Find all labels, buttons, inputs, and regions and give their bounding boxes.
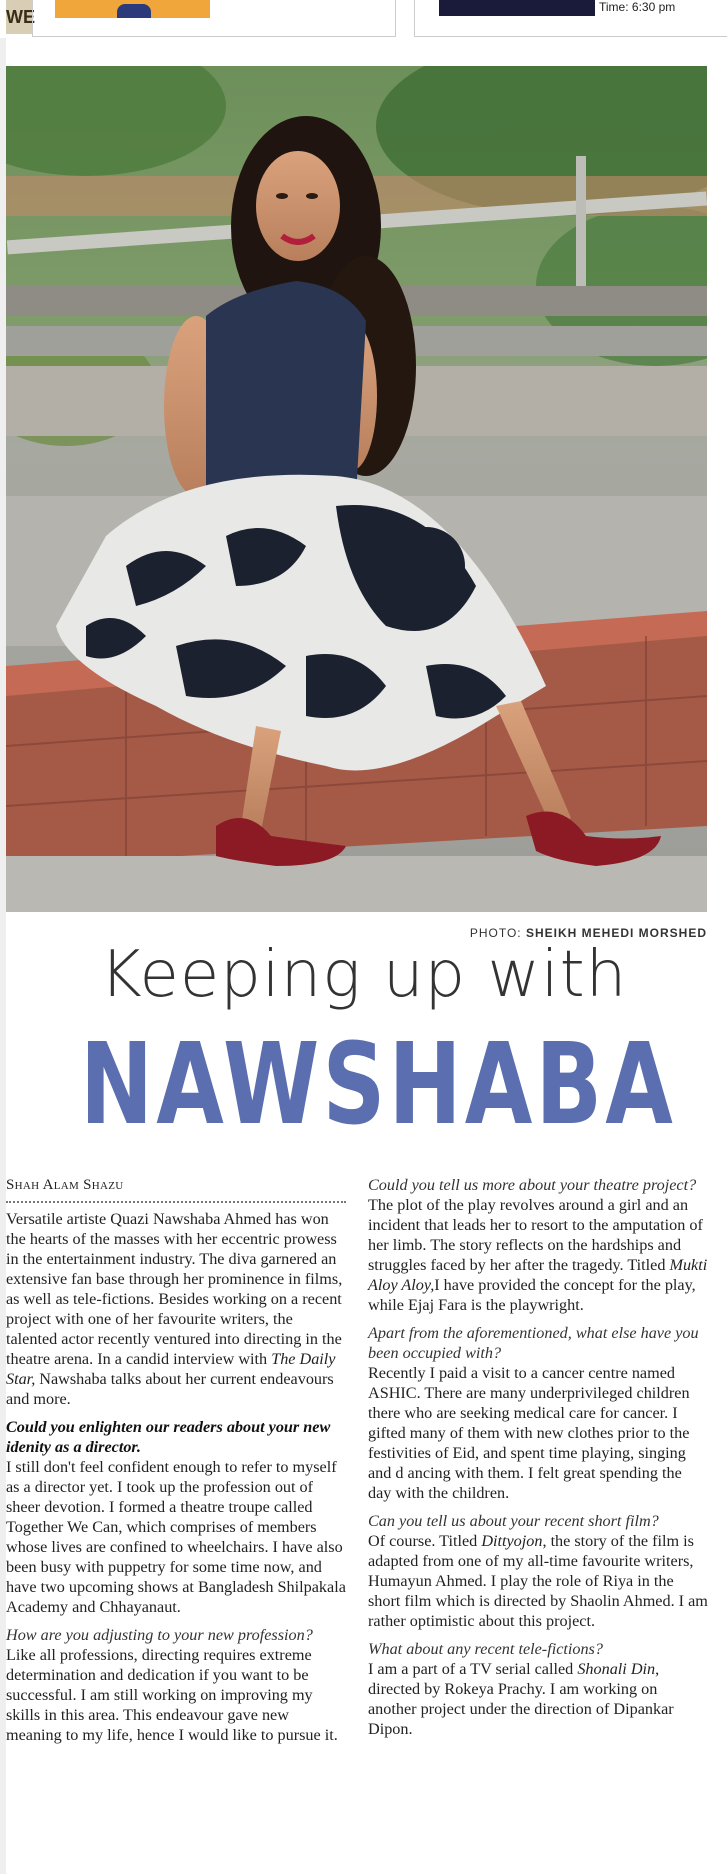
ad-box-right [414, 0, 727, 37]
question: Could you tell us more about your theatre project? [368, 1176, 697, 1194]
qa-block [368, 1323, 708, 1503]
answer: I still don't feel confident enough to refer to myself as a director yet. I took up the profession out of sheer devotion. I formed a theatre troupe called Together We Can, which comprises of members whose lives are confined to wheelchairs. I have also been busy with puppetry for some time now, and have two upcoming shows at Bangladesh Shilpakala Academy and Chhayanaut. [6, 1458, 346, 1616]
qa-block [368, 1175, 708, 1315]
question: Can you tell us about your recent short film? [368, 1512, 659, 1530]
ad-box-left [32, 0, 396, 37]
answer: Like all professions, directing requires extreme determination and dedication if you want to be successful. I am still working on improving my skills in this area. This endeavour gave new meaning to my life, hence I would like to pursue it. [6, 1646, 338, 1744]
answer: I am a part of a TV serial called Shonali Din, directed by Rokeya Prachy. I am working on another project under the direction of Dipankar Dipon. [368, 1660, 674, 1738]
question: How are you adjusting to your new profession? [6, 1626, 313, 1644]
feature-photo [6, 66, 707, 912]
ad-thumbnail-right [439, 0, 595, 16]
photo-credit-label: PHOTO: [469, 926, 522, 940]
qa-block [6, 1417, 346, 1617]
top-ad-strip [0, 0, 727, 38]
article-column-left [6, 1175, 346, 1753]
headline-line-1: Keeping up with [99, 938, 628, 1012]
publication-name: The Daily Star, [6, 1350, 336, 1388]
answer: Of course. Titled Dittyojon, the story of the film is adapted from one of my all-time favourite writers, Humayun Ahmed. I play the role of Riya in the short film which is directed by Shaolin Ahmed. I am rather optimistic about this project. [368, 1532, 708, 1630]
byline: Shah Alam Shazu [6, 1175, 346, 1203]
ad-time: Time: 6:30 pm [599, 0, 676, 14]
qa-block [6, 1625, 346, 1745]
section-tab: WE [6, 0, 32, 34]
ad-thumbnail-left [55, 0, 210, 18]
article-column-right [368, 1175, 708, 1747]
qa-block [368, 1639, 708, 1739]
answer: The plot of the play revolves around a girl and an incident that leads her to resort to the amputation of her limb. The story reflects on the hardships and struggles faced by her after the tragedy. Titled Mukti Aloy Aloy,I have provided the concept for the play, while Ejaj Fara is the playwright. [368, 1196, 708, 1314]
headline-line-2: NAWSHABA [79, 1020, 676, 1150]
question: Could you enlighten our readers about your new idenity as a director. [6, 1418, 331, 1456]
qa-block [368, 1511, 708, 1631]
photo-credit-name: SHEIKH MEHEDI MORSHED [525, 926, 707, 940]
answer: Recently I paid a visit to a cancer centre named ASHIC. There are many underprivileged children there who are seeking medical care for cancer. I gifted many of them with new clothes prior to the festivities of Eid, and spent time playing, singing and d ancing with them. I felt great spending the day with the children. [368, 1364, 690, 1502]
intro-paragraph: Versatile artiste Quazi Nawshaba Ahmed has won the hearts of the masses with her eccentric prowess in the entertainment industry. The diva garnered an extensive fan base through her prominence in films, as well as tele-fictions. Besides working on a recent project with one of her favourite writers, the talented actor recently ventured into directing in the theatre arena. In a candid interview with The Daily Star, Nawshaba talks about her current endeavours and more. [6, 1210, 343, 1408]
question: What about any recent tele-fictions? [368, 1640, 603, 1658]
question: Apart from the aforementioned, what else have you been occupied with? [368, 1324, 699, 1362]
